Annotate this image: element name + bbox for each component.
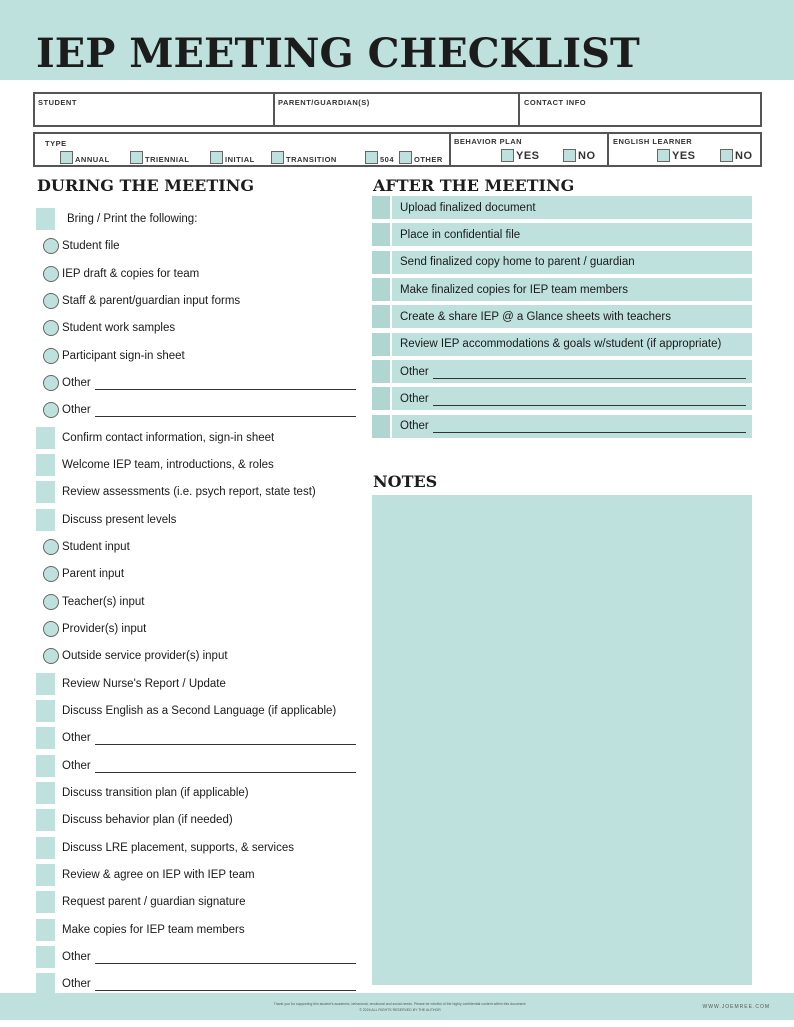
square-checkbox-icon[interactable] [36, 809, 55, 831]
contact-label: CONTACT INFO [524, 98, 587, 107]
write-in-line[interactable] [433, 392, 746, 406]
option-label: NO [735, 150, 753, 162]
square-checkbox-icon[interactable] [36, 755, 55, 777]
item-label: Other [62, 950, 91, 963]
during-item[interactable] [36, 345, 366, 367]
item-label: Review & agree on IEP with IEP team [62, 868, 255, 881]
during-item[interactable] [36, 891, 366, 913]
notes-area[interactable] [372, 495, 752, 985]
during-item[interactable] [36, 372, 366, 394]
checkbox-icon [210, 151, 223, 164]
item-label: Staff & parent/guardian input forms [62, 295, 241, 307]
item-label: Other [400, 365, 429, 378]
info-fields [33, 92, 762, 127]
type-option-transition[interactable] [271, 151, 337, 164]
checkbox-icon [365, 151, 378, 164]
item-label: Welcome IEP team, introductions, & roles [62, 459, 274, 471]
during-item[interactable] [36, 700, 366, 722]
circle-checkbox-icon[interactable] [43, 293, 59, 309]
item-label: Make copies for IEP team members [62, 923, 245, 936]
item-label: Student file [62, 240, 120, 253]
square-checkbox-icon[interactable] [372, 333, 392, 356]
checkbox-icon [130, 151, 143, 164]
type-label: TYPE [45, 139, 67, 148]
after-item[interactable] [372, 305, 752, 328]
after-item[interactable] [372, 196, 752, 219]
square-checkbox-icon[interactable] [372, 387, 392, 410]
square-checkbox-icon[interactable] [36, 509, 55, 531]
footer-website: WWW.JOEMREE.COM [702, 1004, 770, 1010]
circle-checkbox-icon[interactable] [43, 320, 59, 336]
write-in-line[interactable] [95, 759, 356, 773]
after-item[interactable] [372, 251, 752, 274]
type-option-504[interactable] [365, 151, 394, 164]
option-label: YES [516, 150, 540, 162]
square-checkbox-icon[interactable] [36, 973, 55, 995]
meeting-options [33, 132, 762, 167]
square-checkbox-icon[interactable] [372, 196, 392, 219]
footer-band [0, 993, 794, 1020]
item-label: Make finalized copies for IEP team members [400, 283, 628, 296]
item-label: Review IEP accommodations & goals w/student (if appropriate) [400, 338, 722, 351]
option-label: INITIAL [225, 155, 255, 164]
square-checkbox-icon[interactable] [36, 673, 55, 695]
checkbox-icon [657, 149, 670, 162]
during-item[interactable] [36, 427, 366, 449]
during-item[interactable] [36, 919, 366, 941]
during-item[interactable] [36, 536, 366, 558]
item-label: Participant sign-in sheet [62, 349, 185, 362]
item-label: IEP draft & copies for team [62, 267, 200, 280]
after-item[interactable] [372, 223, 752, 246]
circle-checkbox-icon[interactable] [43, 594, 59, 610]
circle-checkbox-icon[interactable] [43, 621, 59, 637]
write-in-line[interactable] [95, 950, 356, 964]
option-label: ANNUAL [75, 155, 110, 164]
during-item[interactable] [36, 563, 366, 585]
square-checkbox-icon[interactable] [372, 305, 392, 328]
item-label: Discuss English as a Second Language (if applicable) [62, 704, 337, 717]
circle-checkbox-icon[interactable] [43, 648, 59, 664]
write-in-line[interactable] [95, 977, 356, 991]
square-checkbox-icon[interactable] [36, 837, 55, 859]
footer-copyright: © 2024 ALL RIGHTS RESERVED BY THE AUTHOR [359, 1008, 441, 1012]
during-item[interactable] [36, 946, 366, 968]
item-label: Other [62, 759, 91, 772]
square-checkbox-icon[interactable] [372, 278, 392, 301]
checkbox-icon [720, 149, 733, 162]
after-item[interactable] [372, 415, 752, 438]
during-item[interactable] [36, 755, 366, 777]
behavior-plan-group [451, 134, 609, 165]
during-item[interactable] [36, 235, 366, 257]
english-learner-yes[interactable] [657, 149, 696, 162]
behavior-plan-label: BEHAVIOR PLAN [454, 137, 523, 146]
during-item[interactable] [36, 290, 366, 312]
item-label: Outside service provider(s) input [62, 650, 228, 663]
square-checkbox-icon[interactable] [36, 919, 55, 941]
item-label: Provider(s) input [62, 623, 147, 635]
item-label: Discuss behavior plan (if needed) [62, 814, 233, 827]
square-checkbox-icon[interactable] [36, 454, 55, 476]
circle-checkbox-icon[interactable] [43, 266, 59, 282]
item-label: Bring / Print the following: [67, 213, 198, 225]
during-heading: DURING THE MEETING [37, 176, 255, 195]
during-item[interactable] [36, 673, 366, 695]
during-item[interactable] [36, 864, 366, 886]
write-in-line[interactable] [95, 731, 356, 745]
page-title: IEP MEETING CHECKLIST [36, 30, 640, 77]
after-item[interactable] [372, 333, 752, 356]
item-label: Other [62, 978, 91, 991]
item-label: Review Nurse's Report / Update [62, 677, 226, 690]
item-label: Other [400, 420, 429, 433]
english-learner-label: ENGLISH LEARNER [613, 137, 693, 146]
item-label: Other [62, 404, 91, 417]
item-label: Other [62, 377, 91, 389]
circle-checkbox-icon[interactable] [43, 402, 59, 418]
item-label: Parent input [62, 568, 125, 581]
write-in-line[interactable] [95, 376, 356, 390]
square-checkbox-icon[interactable] [36, 727, 55, 749]
item-label: Student work samples [62, 322, 176, 335]
item-label: Review assessments (i.e. psych report, state test) [62, 486, 316, 499]
contact-field[interactable] [520, 94, 760, 125]
parent-label: PARENT/GUARDIAN(S) [278, 98, 370, 107]
item-label: Upload finalized document [400, 201, 536, 214]
square-checkbox-icon[interactable] [36, 427, 55, 449]
item-label: Request parent / guardian signature [62, 896, 246, 909]
option-label: NO [578, 150, 596, 162]
during-item[interactable] [36, 727, 366, 749]
circle-checkbox-icon[interactable] [43, 539, 59, 555]
type-option-triennial[interactable] [130, 151, 190, 164]
during-item[interactable] [36, 645, 366, 667]
item-label: Teacher(s) input [62, 595, 145, 608]
item-label: Create & share IEP @ a Glance sheets with teachers [400, 310, 671, 323]
square-checkbox-icon[interactable] [36, 208, 55, 230]
during-item[interactable] [36, 591, 366, 613]
square-checkbox-icon[interactable] [372, 251, 392, 274]
square-checkbox-icon[interactable] [36, 700, 55, 722]
english-learner-no[interactable] [720, 149, 753, 162]
after-item[interactable] [372, 387, 752, 410]
during-item[interactable] [36, 454, 366, 476]
item-label: Discuss transition plan (if applicable) [62, 786, 249, 799]
during-item[interactable] [36, 263, 366, 285]
circle-checkbox-icon[interactable] [43, 348, 59, 364]
after-item[interactable] [372, 360, 752, 383]
during-item[interactable] [36, 208, 366, 230]
item-label: Student input [62, 541, 130, 553]
square-checkbox-icon[interactable] [36, 481, 55, 503]
during-item[interactable] [36, 618, 366, 640]
square-checkbox-icon[interactable] [372, 223, 392, 246]
during-item[interactable] [36, 509, 366, 531]
option-label: YES [672, 150, 696, 162]
during-item[interactable] [36, 399, 366, 421]
type-option-other[interactable] [399, 151, 443, 164]
during-item[interactable] [36, 481, 366, 503]
option-label: TRANSITION [286, 155, 337, 164]
item-label: Place in confidential file [400, 228, 521, 241]
option-label: OTHER [414, 155, 443, 164]
option-label: 504 [380, 155, 395, 164]
write-in-line[interactable] [433, 419, 746, 433]
item-label: Other [62, 732, 91, 745]
square-checkbox-icon[interactable] [36, 782, 55, 804]
during-item[interactable] [36, 809, 366, 831]
after-item[interactable] [372, 278, 752, 301]
student-field[interactable] [35, 94, 275, 125]
item-label: Discuss present levels [62, 513, 177, 526]
student-label: STUDENT [38, 98, 77, 107]
during-item[interactable] [36, 317, 366, 339]
footer-note: Thank you for supporting this student's academic, behavioral, emotional and social needs. Please be mindful of the highly confidential content within this document. [273, 1002, 527, 1006]
square-checkbox-icon[interactable] [372, 415, 392, 438]
item-label: Discuss LRE placement, supports, & services [62, 841, 295, 854]
type-option-annual[interactable] [60, 151, 110, 164]
square-checkbox-icon[interactable] [372, 360, 392, 383]
behavior-plan-no[interactable] [563, 149, 596, 162]
item-label: Other [400, 392, 429, 405]
checkbox-icon [501, 149, 514, 162]
option-label: TRIENNIAL [145, 155, 190, 164]
square-checkbox-icon[interactable] [36, 891, 55, 913]
write-in-line[interactable] [433, 365, 746, 379]
type-group [35, 134, 451, 165]
after-heading: AFTER THE MEETING [373, 176, 575, 195]
english-learner-group [609, 134, 760, 165]
parent-field[interactable] [275, 94, 520, 125]
behavior-plan-yes[interactable] [501, 149, 540, 162]
circle-checkbox-icon[interactable] [43, 375, 59, 391]
notes-heading: NOTES [373, 472, 438, 491]
type-option-initial[interactable] [210, 151, 255, 164]
checkbox-icon [563, 149, 576, 162]
circle-checkbox-icon[interactable] [43, 566, 59, 582]
square-checkbox-icon[interactable] [36, 946, 55, 968]
square-checkbox-icon[interactable] [36, 864, 55, 886]
during-item[interactable] [36, 973, 366, 995]
during-item[interactable] [36, 837, 366, 859]
checkbox-icon [271, 151, 284, 164]
write-in-line[interactable] [95, 403, 356, 417]
circle-checkbox-icon[interactable] [43, 238, 59, 254]
item-label: Send finalized copy home to parent / guardian [400, 256, 635, 269]
checkbox-icon [399, 151, 412, 164]
during-item[interactable] [36, 782, 366, 804]
checkbox-icon [60, 151, 73, 164]
item-label: Confirm contact information, sign-in sheet [62, 431, 275, 444]
